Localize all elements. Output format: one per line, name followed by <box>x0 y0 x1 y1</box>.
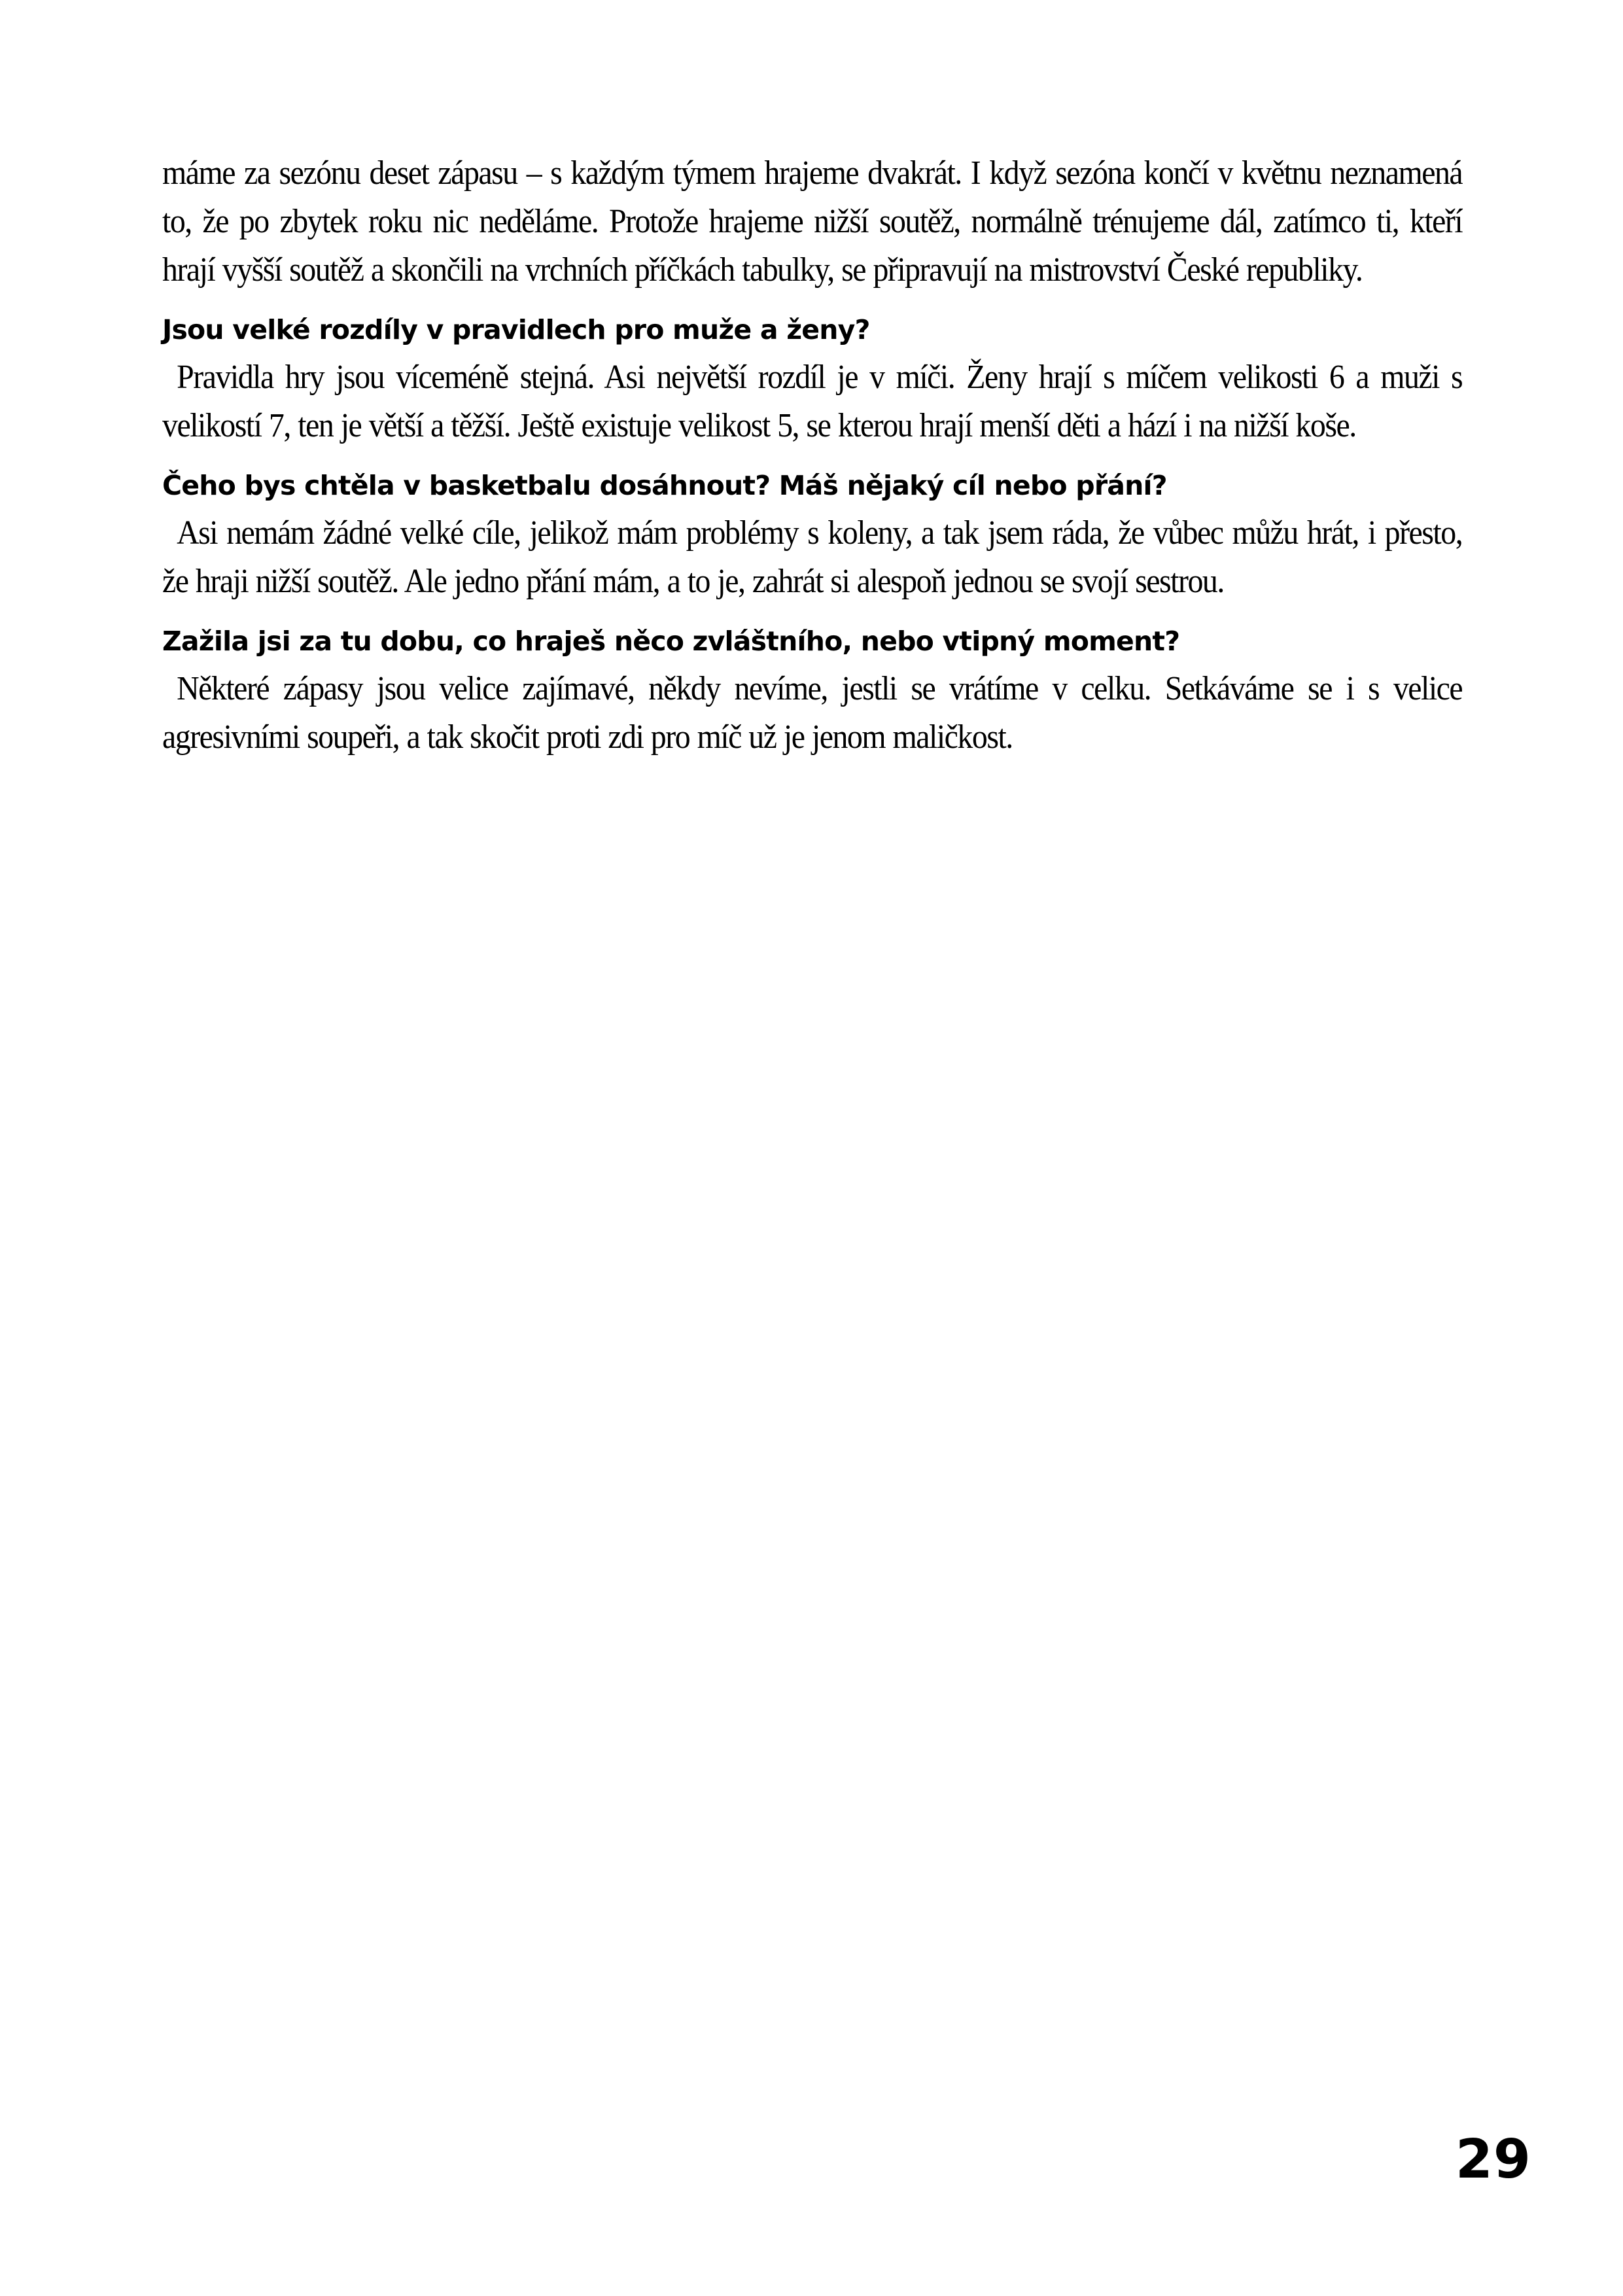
question-heading-3: Zažila jsi za tu dobu, co hraješ něco zvláštního, nebo vtipný moment? <box>162 626 1180 657</box>
answer-paragraph-1: Pravidla hry jsou víceméně stejná. Asi největší rozdíl je v míči. Ženy hrají s míčem velikosti 6 a muži s velikostí 7, ten je větší a těžší. Ještě existuje velikost 5, se kterou hrají menší děti a hází i na nižší koše. <box>162 359 1463 444</box>
intro-paragraph: máme za sezónu deset zápasu – s každým týmem hrajeme dvakrát. I když sezóna končí v květnu neznamená to, že po zbytek roku nic neděláme. Protože hrajeme nižší soutěž, normálně trénujeme dál, zatímco ti, kteří hrají vyšší soutěž a skončili na vrchních příčkách tabulky, se připravují na mistrovství České republiky. <box>162 154 1463 289</box>
answer-paragraph-2: Asi nemám žádné velké cíle, jelikož mám problémy s koleny, a tak jsem ráda, že vůbec můžu hrát, i přesto, že hraji nižší soutěž. Ale jedno přání mám, a to je, zahrát si alespoň jednou se svojí sestrou. <box>162 514 1463 600</box>
answer-paragraph-3: Některé zápasy jsou velice zajímavé, někdy nevíme, jestli se vrátíme v celku. Setkáváme se i s velice agresivními soupeři, a tak skočit proti zdi pro míč už je jenom maličkost. <box>162 670 1463 756</box>
document-page <box>162 149 1462 762</box>
question-heading-2: Čeho bys chtěla v basketbalu dosáhnout? Máš nějaký cíl nebo přání? <box>162 470 1167 501</box>
question-heading-1: Jsou velké rozdíly v pravidlech pro muže a ženy? <box>162 314 870 345</box>
page-number: 29 <box>1455 2128 1531 2191</box>
